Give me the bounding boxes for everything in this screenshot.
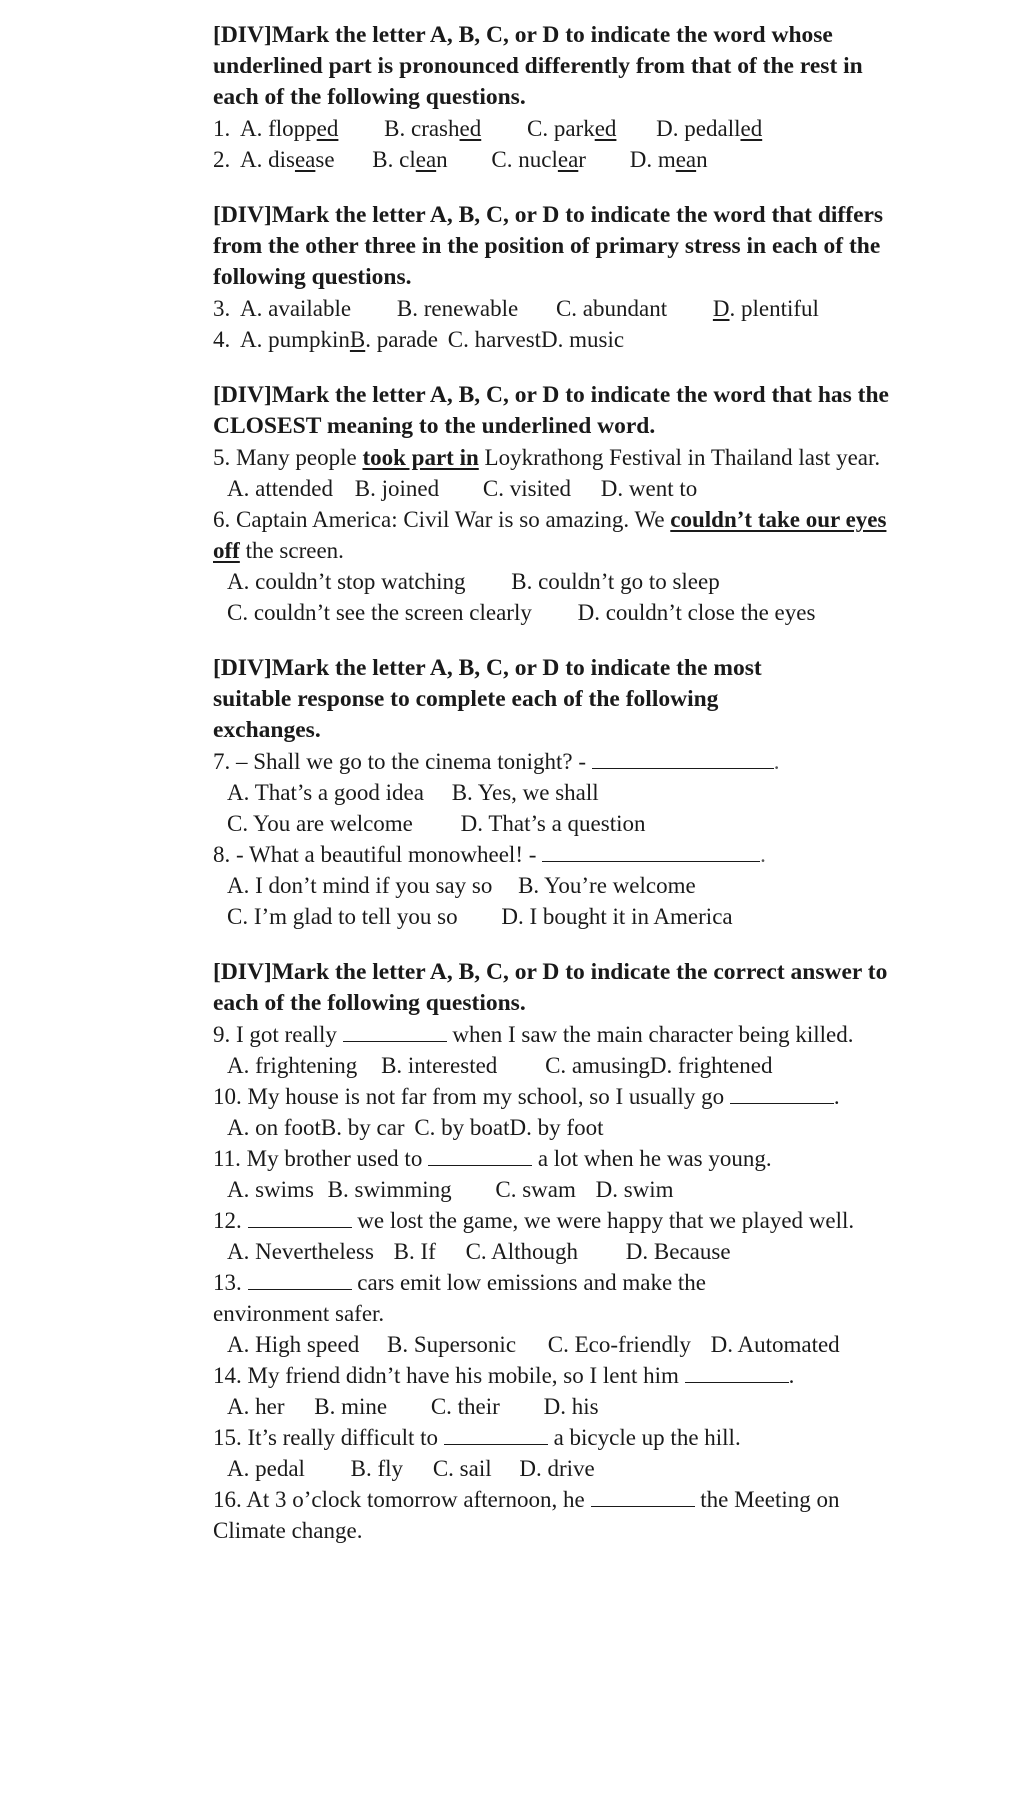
question-14 bbox=[213, 1360, 893, 1391]
option-text: . plentiful bbox=[729, 296, 819, 321]
option-d bbox=[630, 144, 708, 175]
question-text: cars emit low emissions and make the environment safer. bbox=[213, 1270, 707, 1326]
option-text: n bbox=[436, 147, 448, 172]
option-d: D. That’s a question bbox=[460, 811, 646, 836]
option-b: B. Supersonic bbox=[386, 1332, 517, 1357]
question-6-options-row2 bbox=[213, 597, 827, 628]
question-number: 2. bbox=[213, 147, 231, 172]
underlined-phrase: took part in bbox=[362, 445, 479, 470]
question-9-options bbox=[213, 1050, 893, 1081]
option-text: D. m bbox=[629, 147, 676, 172]
answer-blank bbox=[685, 1364, 789, 1383]
section-heading: [DIV]Mark the letter A, B, C, or D to indicate the word that differs from the other three in the position of primary stress in each of the following questions. bbox=[213, 202, 884, 290]
option-text: se bbox=[315, 147, 335, 172]
question-text: . bbox=[773, 749, 780, 774]
option-a: A. pumpkin bbox=[240, 327, 350, 352]
option-b: B. mine bbox=[314, 1394, 388, 1419]
question-3 bbox=[213, 293, 893, 324]
answer-blank bbox=[591, 1488, 695, 1507]
option-a: A. swims bbox=[227, 1177, 314, 1202]
section-exchanges bbox=[213, 653, 893, 932]
option-c: C. Although bbox=[465, 1239, 579, 1264]
question-15 bbox=[213, 1422, 893, 1453]
question-text: . bbox=[833, 1084, 840, 1109]
option-d: D. his bbox=[543, 1394, 599, 1419]
option-c bbox=[527, 113, 616, 144]
option-text: . parade bbox=[365, 327, 439, 352]
question-7-options-row2 bbox=[213, 808, 893, 839]
option-d: D. couldn’t close the eyes bbox=[577, 600, 816, 625]
option-c: C. their bbox=[430, 1394, 500, 1419]
question-12-options bbox=[213, 1236, 893, 1267]
question-text: the screen. bbox=[239, 538, 344, 563]
section-pronunciation bbox=[213, 20, 893, 175]
option-b: B. swimming bbox=[327, 1177, 452, 1202]
answer-blank bbox=[592, 750, 774, 769]
question-12 bbox=[213, 1205, 893, 1236]
question-11-options bbox=[213, 1174, 893, 1205]
option-c: C. visited bbox=[482, 476, 572, 501]
option-b bbox=[350, 324, 438, 355]
option-d: D. music bbox=[541, 327, 625, 352]
option-b: B. joined bbox=[354, 476, 440, 501]
underlined-part: B bbox=[349, 327, 366, 352]
question-13-options bbox=[213, 1329, 840, 1360]
worksheet bbox=[213, 20, 893, 1571]
question-1 bbox=[213, 113, 893, 144]
question-text: a lot when he was young. bbox=[537, 1146, 772, 1171]
underlined-part: ea bbox=[557, 147, 579, 172]
underlined-part: ea bbox=[294, 147, 316, 172]
question-13 bbox=[213, 1267, 813, 1329]
question-text: we lost the game, we were happy that we played well. bbox=[357, 1208, 855, 1233]
answer-blank bbox=[444, 1426, 548, 1445]
question-text: 7. – Shall we go to the cinema tonight? - bbox=[213, 749, 587, 774]
option-text: A. flopp bbox=[240, 116, 317, 141]
question-text: 15. It’s really difficult to bbox=[213, 1425, 439, 1450]
underlined-part: ea bbox=[415, 147, 437, 172]
question-text: 12. bbox=[213, 1208, 242, 1233]
option-b: B. If bbox=[393, 1239, 436, 1264]
question-8 bbox=[213, 839, 893, 870]
question-number: 4. bbox=[213, 327, 231, 352]
option-d: D. Because bbox=[625, 1239, 731, 1264]
option-c: C. amusing bbox=[545, 1053, 650, 1078]
option-text: B. crash bbox=[384, 116, 460, 141]
section-correct-answer bbox=[213, 957, 893, 1546]
question-7-options-row1 bbox=[213, 777, 893, 808]
question-text: . bbox=[760, 842, 766, 867]
option-b: B. Yes, we shall bbox=[451, 780, 599, 805]
option-text: B. cl bbox=[372, 147, 416, 172]
underlined-part: ea bbox=[675, 147, 697, 172]
option-text: A. dis bbox=[240, 147, 295, 172]
option-c: C. You are welcome bbox=[227, 811, 413, 836]
option-b: B. couldn’t go to sleep bbox=[511, 569, 720, 594]
question-text: a bicycle up the hill. bbox=[553, 1425, 741, 1450]
option-a: A. frightening bbox=[227, 1053, 358, 1078]
option-d: D. went to bbox=[600, 476, 698, 501]
section-heading: [DIV]Mark the letter A, B, C, or D to indicate the most suitable response to complete each of the following exchanges. bbox=[213, 655, 762, 743]
answer-blank bbox=[542, 843, 760, 862]
question-text: 6. Captain America: Civil War is so amazing. We bbox=[213, 507, 671, 532]
option-d: D. swim bbox=[595, 1177, 674, 1202]
option-text: r bbox=[578, 147, 586, 172]
option-c: C. harvest bbox=[447, 327, 542, 352]
answer-blank bbox=[343, 1023, 447, 1042]
option-d bbox=[713, 293, 819, 324]
option-a: A. Nevertheless bbox=[227, 1239, 374, 1264]
option-a: A. attended bbox=[227, 476, 334, 501]
option-d: D. Automated bbox=[710, 1332, 840, 1357]
question-14-options bbox=[213, 1391, 893, 1422]
question-text: Loykrathong Festival in Thailand last year. bbox=[478, 445, 881, 470]
answer-blank bbox=[248, 1271, 352, 1290]
question-6-options-row1 bbox=[213, 566, 893, 597]
option-c: C. couldn’t see the screen clearly bbox=[227, 600, 532, 625]
underlined-part: D bbox=[712, 296, 730, 321]
question-8-options-row1 bbox=[213, 870, 893, 901]
question-text: 10. My house is not far from my school, so I usually go bbox=[213, 1084, 725, 1109]
question-number: 3. bbox=[213, 296, 231, 321]
option-a: A. couldn’t stop watching bbox=[227, 569, 466, 594]
option-c: C. by boat bbox=[414, 1115, 510, 1140]
option-b: B. by car bbox=[320, 1115, 405, 1140]
question-text: 8. - What a beautiful monowheel! - bbox=[213, 842, 537, 867]
question-text: . bbox=[788, 1363, 795, 1388]
section-heading: [DIV]Mark the letter A, B, C, or D to indicate the correct answer to each of the following questions. bbox=[213, 959, 888, 1016]
question-5-options bbox=[213, 473, 893, 504]
option-a bbox=[240, 144, 335, 175]
option-d bbox=[656, 113, 762, 144]
question-text: 14. My friend didn’t have his mobile, so I lent him bbox=[213, 1363, 679, 1388]
option-c: C. sail bbox=[432, 1456, 492, 1481]
option-c: C. abundant bbox=[555, 296, 668, 321]
option-a: A. pedal bbox=[227, 1456, 305, 1481]
question-2 bbox=[213, 144, 893, 175]
question-5 bbox=[213, 442, 893, 473]
question-text: when I saw the main character being killed. bbox=[452, 1022, 854, 1047]
option-a: A. on foot bbox=[227, 1115, 321, 1140]
option-a: A. available bbox=[240, 296, 352, 321]
section-heading: [DIV]Mark the letter A, B, C, or D to indicate the word that has the CLOSEST meaning to the underlined word. bbox=[213, 382, 889, 439]
option-a: A. High speed bbox=[227, 1332, 360, 1357]
option-b bbox=[384, 113, 481, 144]
option-c: C. swam bbox=[495, 1177, 576, 1202]
option-d: D. frightened bbox=[649, 1053, 773, 1078]
option-b: B. renewable bbox=[396, 296, 519, 321]
underlined-part: ed bbox=[459, 116, 482, 141]
answer-blank bbox=[428, 1147, 532, 1166]
underlined-part: ed bbox=[594, 116, 617, 141]
question-10-options bbox=[213, 1112, 893, 1143]
option-a: A. I don’t mind if you say so bbox=[227, 873, 493, 898]
section-closest-meaning bbox=[213, 380, 893, 628]
option-text: C. park bbox=[526, 116, 595, 141]
question-16 bbox=[213, 1484, 893, 1546]
question-text: 16. At 3 o’clock tomorrow afternoon, he bbox=[213, 1487, 585, 1512]
option-c bbox=[491, 144, 586, 175]
option-b bbox=[372, 144, 447, 175]
question-text: 11. My brother used to bbox=[213, 1146, 423, 1171]
question-9 bbox=[213, 1019, 893, 1050]
option-a bbox=[240, 113, 338, 144]
option-c: C. Eco-friendly bbox=[547, 1332, 691, 1357]
option-b: B. fly bbox=[350, 1456, 404, 1481]
underlined-part: ed bbox=[740, 116, 763, 141]
answer-blank bbox=[730, 1085, 834, 1104]
option-text: C. nucl bbox=[491, 147, 558, 172]
answer-blank bbox=[248, 1209, 352, 1228]
option-b: B. interested bbox=[381, 1053, 498, 1078]
question-number: 1. bbox=[213, 116, 231, 141]
question-text: the Meeting on Climate change. bbox=[213, 1487, 840, 1543]
question-4 bbox=[213, 324, 893, 355]
option-a: A. her bbox=[227, 1394, 285, 1419]
question-text: 5. Many people bbox=[213, 445, 363, 470]
section-heading: [DIV]Mark the letter A, B, C, or D to indicate the word whose underlined part is pronounced differently from that of the rest in each of the following questions. bbox=[213, 22, 863, 110]
option-text: D. pedall bbox=[656, 116, 741, 141]
question-text: 13. bbox=[213, 1270, 242, 1295]
question-11 bbox=[213, 1143, 893, 1174]
question-text: 9. I got really bbox=[213, 1022, 337, 1047]
option-d: D. I bought it in America bbox=[501, 904, 733, 929]
question-15-options bbox=[213, 1453, 893, 1484]
option-c: C. I’m glad to tell you so bbox=[227, 904, 458, 929]
section-stress bbox=[213, 200, 893, 355]
option-d: D. drive bbox=[519, 1456, 595, 1481]
option-b: B. You’re welcome bbox=[518, 873, 696, 898]
underlined-phrase: couldn’t take our eyes off bbox=[213, 507, 887, 563]
question-10 bbox=[213, 1081, 863, 1112]
underlined-part: ed bbox=[316, 116, 339, 141]
option-d: D. by foot bbox=[509, 1115, 604, 1140]
question-8-options-row2 bbox=[213, 901, 893, 932]
option-a: A. That’s a good idea bbox=[227, 780, 424, 805]
question-6 bbox=[213, 504, 893, 566]
question-7 bbox=[213, 746, 893, 777]
option-text: n bbox=[696, 147, 708, 172]
